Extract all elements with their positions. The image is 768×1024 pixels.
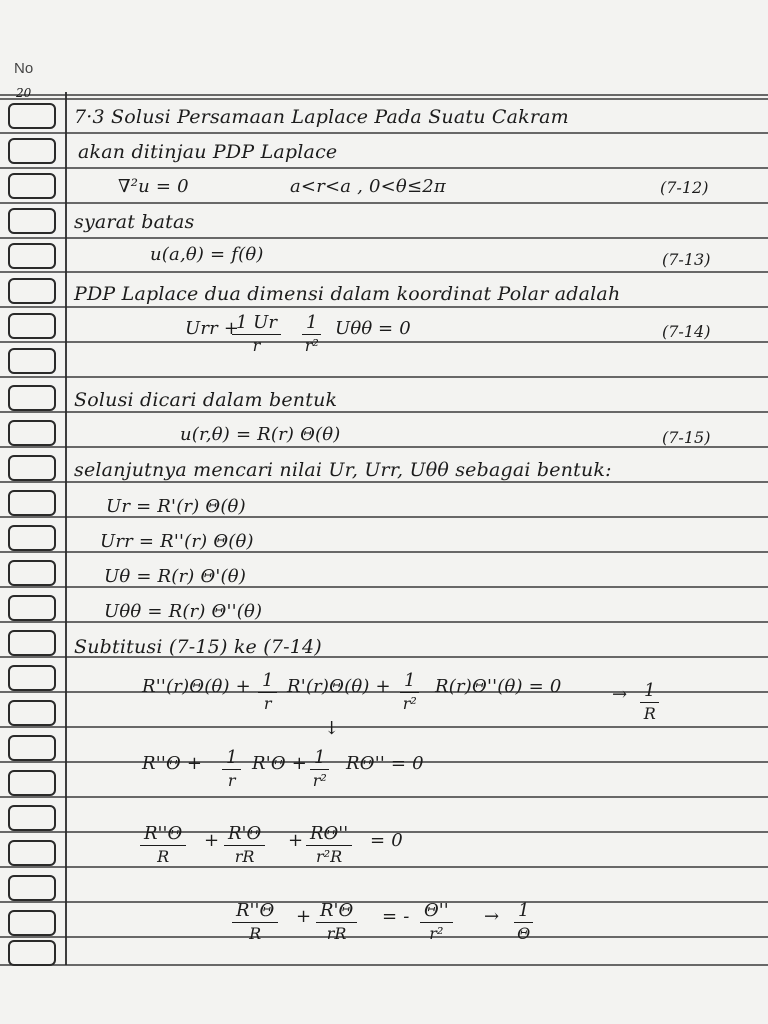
fraction-denominator: rR [234, 847, 255, 866]
fraction-numerator: RΘ'' [306, 823, 352, 846]
fraction-denominator: R [157, 847, 170, 866]
equation-number: (7-12) [660, 178, 709, 197]
margin-box [8, 525, 56, 551]
equation-number: (7-14) [662, 322, 711, 341]
fraction-denominator: r² [402, 694, 417, 713]
fraction-denominator: r² [304, 336, 319, 355]
fraction [302, 312, 321, 355]
margin-box [8, 875, 56, 901]
margin-box [8, 313, 56, 339]
margin-box [8, 138, 56, 164]
equation: Uθθ = R(r) Θ''(θ) [104, 601, 263, 622]
margin-box [8, 665, 56, 691]
fraction-numerator: 1 [222, 747, 241, 770]
fraction-numerator: 1 [514, 900, 533, 923]
equation-number: (7-13) [662, 250, 711, 269]
fraction-denominator: r² [429, 924, 444, 943]
equation-term: Uθθ [335, 318, 373, 339]
equation-term: = 0 [370, 830, 403, 851]
text-line: syarat batas [74, 211, 195, 233]
equation-term: + [296, 906, 312, 927]
equation-term: + [204, 830, 220, 851]
text-line: akan ditinjau PDP Laplace [78, 141, 338, 163]
margin-box [8, 770, 56, 796]
margin-box [8, 455, 56, 481]
margin-box [8, 490, 56, 516]
equation-term: = - [382, 906, 410, 927]
fraction [316, 900, 357, 943]
equation-term: = 0 [378, 318, 411, 339]
fraction-numerator: R'Θ [316, 900, 357, 923]
margin-box [8, 385, 56, 411]
margin-box [8, 840, 56, 866]
margin-box [8, 103, 56, 129]
equation-term: RΘ'' = 0 [346, 753, 424, 774]
margin-box [8, 243, 56, 269]
fraction-denominator: r²R [316, 847, 343, 866]
equation-term: R'Θ + [252, 753, 308, 774]
equation: u(a,θ) = f(θ) [150, 244, 264, 265]
equation-term: R(r)Θ''(θ) = 0 [435, 676, 562, 697]
fraction [514, 900, 533, 943]
fraction [400, 670, 419, 713]
fraction-denominator: r [227, 771, 236, 790]
equation-term: + [288, 830, 304, 851]
fraction-denominator: R [249, 924, 262, 943]
fraction [258, 670, 277, 713]
fraction-numerator: 1 [302, 312, 321, 335]
fraction [310, 747, 329, 790]
fraction [140, 823, 186, 866]
fraction-denominator: r² [312, 771, 327, 790]
fraction-numerator: Θ'' [420, 900, 453, 923]
text-line: Solusi dicari dalam bentuk [74, 389, 338, 411]
page-number-label: No [14, 60, 34, 77]
fraction [640, 680, 659, 723]
equation: u(r,θ) = R(r) Θ(θ) [180, 424, 341, 445]
margin-box [8, 910, 56, 936]
equation-term: R'(r)Θ(θ) + [287, 676, 391, 697]
fraction [232, 900, 278, 943]
margin-box [8, 630, 56, 656]
margin-box [8, 278, 56, 304]
equation-term: Urr + [185, 318, 240, 339]
fraction-numerator: 1 [310, 747, 329, 770]
fraction-numerator: 1 [400, 670, 419, 693]
fraction [224, 823, 265, 866]
arrow-right-icon: → [484, 906, 500, 927]
fraction [420, 900, 453, 943]
margin-box [8, 173, 56, 199]
margin-box [8, 420, 56, 446]
fraction-denominator: R [643, 704, 656, 723]
margin-box [8, 940, 56, 966]
equation: ∇²u = 0 [118, 176, 189, 197]
margin-box [8, 560, 56, 586]
fraction-numerator: R'Θ [224, 823, 265, 846]
equation: Urr = R''(r) Θ(θ) [100, 531, 254, 552]
fraction-denominator: r [252, 336, 261, 355]
fraction [222, 747, 241, 790]
fraction-denominator: Θ [517, 924, 531, 943]
equation-domain: a<r<a , 0<θ≤2π [290, 176, 446, 197]
arrow-down-icon: ↓ [324, 718, 340, 739]
fraction-numerator: 1 [258, 670, 277, 693]
fraction-numerator: R''Θ [140, 823, 186, 846]
margin-box [8, 700, 56, 726]
fraction-denominator: rR [326, 924, 347, 943]
fraction-numerator: 1 Ur [232, 312, 281, 335]
equation: Uθ = R(r) Θ'(θ) [104, 566, 247, 587]
box-mark: 20 [16, 86, 32, 100]
arrow-right-icon: → [612, 684, 628, 705]
fraction-numerator: 1 [640, 680, 659, 703]
fraction [232, 312, 281, 355]
margin-box [8, 805, 56, 831]
margin-box [8, 208, 56, 234]
equation-term: R''Θ + [142, 753, 203, 774]
text-line: selanjutnya mencari nilai Ur, Urr, Uθθ sebagai bentuk: [74, 459, 612, 481]
text-line: Subtitusi (7-15) ke (7-14) [74, 636, 322, 658]
section-heading: 7·3 Solusi Persamaan Laplace Pada Suatu Cakram [74, 106, 569, 128]
fraction-denominator: r [263, 694, 272, 713]
equation: Ur = R'(r) Θ(θ) [106, 496, 246, 517]
text-line: PDP Laplace dua dimensi dalam koordinat Polar adalah [74, 283, 621, 305]
fraction [306, 823, 352, 866]
fraction-numerator: R''Θ [232, 900, 278, 923]
margin-box [8, 595, 56, 621]
equation-number: (7-15) [662, 428, 711, 447]
margin-box [8, 348, 56, 374]
margin-box [8, 735, 56, 761]
equation-term: R''(r)Θ(θ) + [142, 676, 251, 697]
